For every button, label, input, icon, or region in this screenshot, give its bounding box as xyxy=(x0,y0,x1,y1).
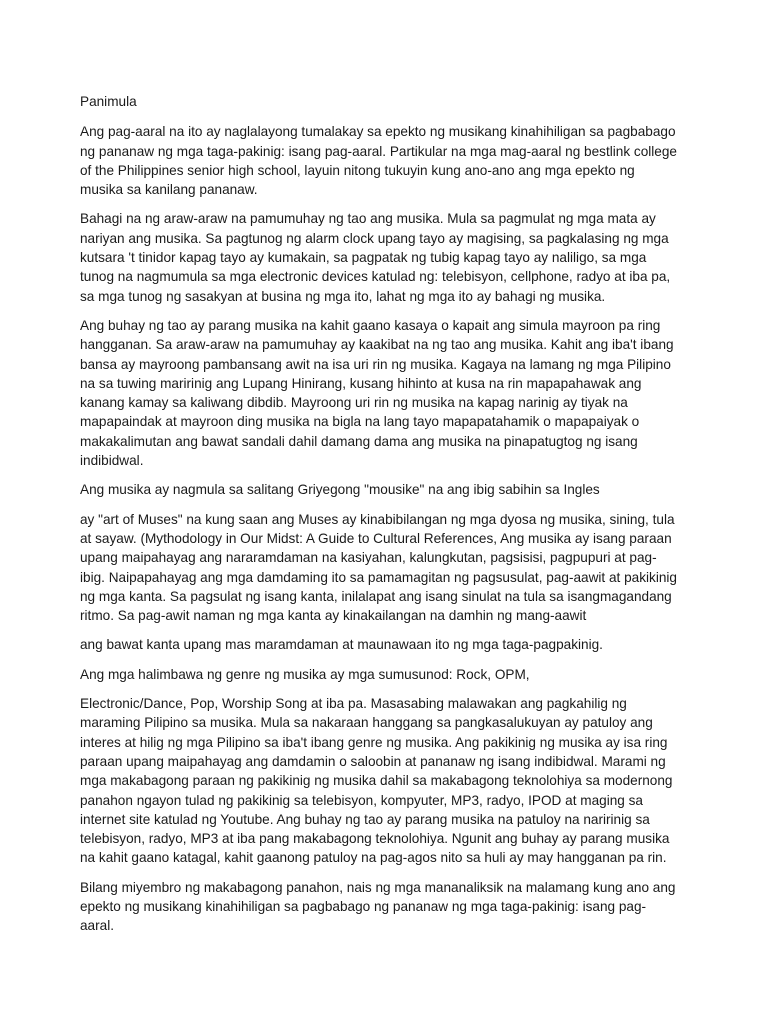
paragraph-listeners: ang bawat kanta upang mas maramdaman at maunawaan ito ng mga taga-pagpakinig. xyxy=(80,637,603,653)
paragraph-art-of-muses: ay "art of Muses" na kung saan ang Muses ay kinabibilangan ng mga dyosa ng musika, sining, tula at sayaw. (Mythodology in Our Midst: A Guide to Cultural References, Ang musika ay isang paraan upang maipahayag ang nararamdaman na kasiyahan, kalungkutan, pagsisisi, pagpupuri at pag-ibig. Naipapahayag ang mga damdaming ito sa pamamagitan ng pagsusulat, pag-aawit at pakikinig ng mga kanta. Sa pagsulat ng isang kanta, inilalapat ang isang sinulat na tula sa isangmagandang ritmo. Sa pag-awit naman ng mga kanta ay kinakailangan na damhin ng mang-aawit xyxy=(80,511,677,624)
paragraph-purpose: Bilang miyembro ng makabagong panahon, nais ng mga mananaliksik na malamang kung ano ang epekto ng musikang kinahihiligan sa pagbabago ng pananaw ng mga taga-pakinig: isang pag-aaral. xyxy=(80,879,676,934)
paragraph-genres: Ang mga halimbawa ng genre ng musika ay mga sumusunod: Rock, OPM, xyxy=(80,666,530,682)
paragraph-introduction: Ang pag-aaral na ito ay naglalayong tumalakay sa epekto ng musikang kinahihiligan sa pagbabago ng pananaw ng mga taga-pakinig: isang pag-aaral. Partikular na mga mag-aaral ng bestlink college of the Philippines senior high school, layuin nitong tukuyin kung ano-ano ang mga epekto ng musika sa kanilang pananaw. xyxy=(80,124,677,198)
paragraph-life-as-music: Ang buhay ng tao ay parang musika na kahit gaano kasaya o kapait ang simula mayroon pa ring hangganan. Sa araw-araw na pamumuhay ay kaakibat na ng tao ang musika. Kahit ang iba't ibang bansa ay mayroong pambansang awit na isa uri rin ng musika. Kagaya na lamang ng mga Pilipino na sa tuwing maririnig ang Lupang Hinirang, kusang hihinto at kusa na rin mapapahawak ang kanang kamay sa kaliwang dibdib. Mayroong uri rin ng musika na kapag narinig ay tiyak na mapapaindak at mayroon ding musika na bigla na lang tayo mapapatahamik o mapapaiyak o makakalimutan ang bawat sandali dahil damang dama ang musika na pinapatugtog ng isang indibidwal. xyxy=(80,317,674,469)
paragraph-etymology: Ang musika ay nagmula sa salitang Griyegong "mousike" na ang ibig sabihin sa Ingles xyxy=(80,482,600,498)
section-heading: Panimula xyxy=(80,94,137,109)
paragraph-technology: Electronic/Dance, Pop, Worship Song at iba pa. Masasabing malawakan ang pagkahilig ng maraming Pilipino sa musika. Mula sa nakaraan hanggang sa pangkasalukuyan ay patuloy ang interes at hilig ng mga Pilipino sa iba't ibang genre ng musika. Ang pakikinig ng musika ay isa ring paraan upang maipahayag ang damdamin o saloobin at pananaw ng isang indibidwal. Marami ng mga makabagong paraan ng pakikinig ng musika dahil sa makabagong teknolohiya sa modernong panahon ngayon tulad ng pakikinig sa telebisyon, kompyuter, MP3, radyo, IPOD at maging sa internet site katulad ng Youtube. Ang buhay ng tao ay parang musika na patuloy na naririnig sa telebisyon, radyo, MP3 at iba pang makabagong teknolohiya. Ngunit ang buhay ay parang musika na kahit gaano katagal, kahit gaanong patuloy na pag-agos nito sa huli ay may hangganan pa rin. xyxy=(80,696,673,866)
document-body xyxy=(80,92,680,946)
paragraph-daily-life: Bahagi na ng araw-araw na pamumuhay ng tao ang musika. Mula sa pagmulat ng mga mata ay nariyan ang musika. Sa pagtunog ng alarm clock upang tayo ay magising, sa pagkalasing ng mga kutsara 't tinidor kapag tayo ay kumakain, sa pagpatak ng tubig kapag tayo ay naliligo, sa mga tunog na nagmumula sa mga electronic devices katulad ng: telebisyon, cellphone, radyo at iba pa, sa mga tunog ng sasakyan at busina ng mga ito, lahat ng mga ito ay bahagi ng musika. xyxy=(80,211,671,304)
